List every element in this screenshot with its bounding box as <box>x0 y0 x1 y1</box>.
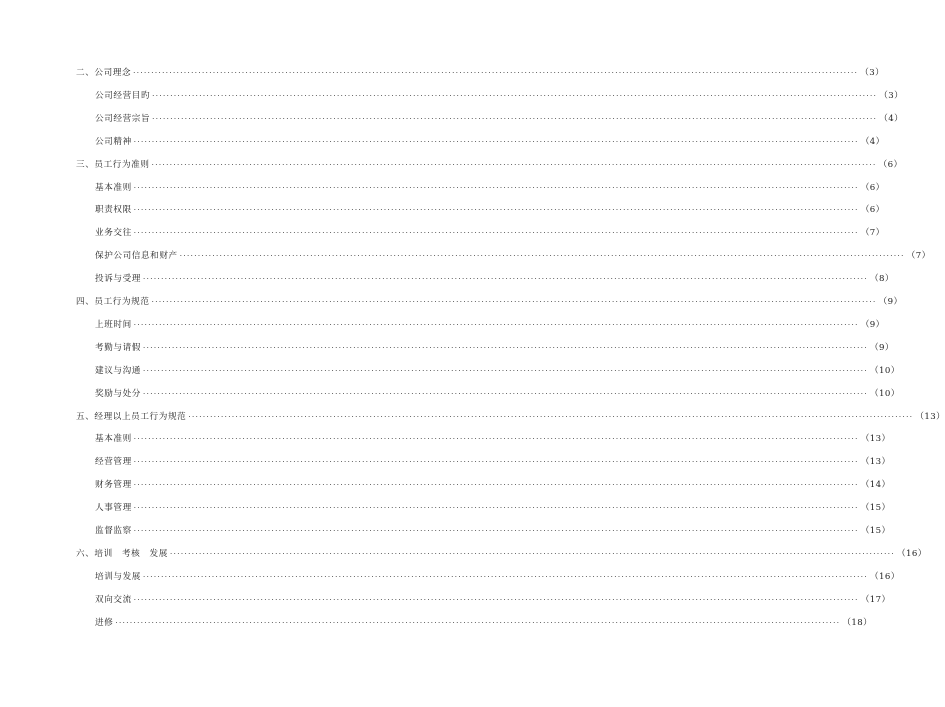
toc-page-number: （4） <box>860 136 885 147</box>
toc-entry-title: 五、经理以上员工行为规范 <box>76 411 187 422</box>
toc-subsection-entry <box>95 248 931 264</box>
toc-dot-leader: ········································································································································································································ <box>169 549 895 558</box>
toc-subsection-entry <box>95 615 873 631</box>
toc-subsection-entry <box>95 317 885 333</box>
toc-page-number: （10） <box>870 388 900 399</box>
toc-page-number: （13） <box>860 434 891 445</box>
toc-page-number: （13） <box>915 411 945 422</box>
toc-subsection-entry <box>95 431 891 447</box>
toc-page-number: （6） <box>860 182 885 193</box>
toc-dot-leader: ········································································································································································································ <box>133 320 859 329</box>
toc-entry-title: 考勤与请假 <box>95 342 141 353</box>
toc-page-number: （17） <box>860 594 891 605</box>
toc-dot-leader: ········································································································································································································ <box>133 69 859 77</box>
toc-entry-title: 业务交往 <box>95 228 132 239</box>
toc-page-number: （3） <box>879 90 904 101</box>
toc-page-number: （9） <box>870 342 894 353</box>
toc-entry-title: 奖励与处分 <box>95 388 141 399</box>
toc-dot-leader: ········································································································································································································ <box>133 137 859 146</box>
toc-dot-leader: ········································································································································································································ <box>188 412 914 421</box>
toc-section-entry <box>76 157 903 173</box>
toc-subsection-entry <box>95 454 891 470</box>
toc-page-number: （13） <box>860 457 891 468</box>
toc-section-entry <box>76 65 885 81</box>
toc-subsection-entry <box>95 477 891 493</box>
toc-page-number: （6） <box>878 159 903 170</box>
toc-page-number: （10） <box>870 365 900 376</box>
toc-page-number: （9） <box>878 297 903 307</box>
toc-entry-title: 六、培训 考核 发展 <box>76 548 168 559</box>
toc-entry-title: 公司经营宗旨 <box>95 113 151 124</box>
toc-dot-leader: ········································································································································································································ <box>151 298 877 306</box>
toc-entry-title: 财务管理 <box>95 480 132 491</box>
toc-section-entry <box>76 409 945 425</box>
toc-subsection-entry <box>95 523 891 539</box>
toc-page-number: （16） <box>870 571 900 582</box>
toc-entry-title: 投诉与受理 <box>95 274 141 285</box>
toc-subsection-entry <box>95 134 885 150</box>
toc-dot-leader: ········································································································································································································ <box>115 618 841 627</box>
toc-dot-leader: ········································································································································································································ <box>142 275 869 284</box>
toc-dot-leader: ········································································································································································································ <box>142 572 869 581</box>
toc-entry-title: 双向交流 <box>95 594 132 605</box>
toc-dot-leader: ········································································································································································································ <box>152 91 878 100</box>
toc-page-number: （7） <box>906 251 931 262</box>
toc-entry-title: 培训与发展 <box>95 571 141 582</box>
toc-page-number: （4） <box>879 113 904 124</box>
toc-dot-leader: ········································································································································································································ <box>142 366 869 375</box>
toc-subsection-entry <box>95 500 891 516</box>
toc-page-number: （15） <box>860 503 891 514</box>
toc-dot-leader: ········································································································································································································ <box>133 435 859 444</box>
toc-subsection-entry <box>95 592 891 608</box>
toc-subsection-entry <box>95 225 885 241</box>
toc-entry-title: 职责权限 <box>95 205 132 216</box>
toc-dot-leader: ········································································································································································································ <box>133 458 859 467</box>
toc-dot-leader: ········································································································································································································ <box>133 206 859 215</box>
toc-entry-title: 保护公司信息和财产 <box>95 251 178 262</box>
toc-subsection-entry <box>95 180 885 196</box>
toc-dot-leader: ········································································································································································································ <box>133 595 859 604</box>
toc-page-number: （6） <box>860 205 885 216</box>
toc-dot-leader: ········································································································································································································ <box>152 114 878 123</box>
toc-entry-title: 经营管理 <box>95 457 132 468</box>
toc-entry-title: 二、公司理念 <box>76 68 132 78</box>
toc-page-number: （9） <box>860 319 885 330</box>
toc-dot-leader: ········································································································································································································ <box>133 481 859 490</box>
toc-entry-title: 三、员工行为准则 <box>76 159 150 170</box>
toc-dot-leader: ········································································································································································································ <box>133 504 859 513</box>
toc-page-number: （16） <box>896 548 927 559</box>
toc-page-number: （7） <box>860 228 885 239</box>
toc-subsection-entry <box>95 271 894 287</box>
toc-page-number: （15） <box>860 526 891 536</box>
toc-page-number: （14） <box>860 480 891 491</box>
toc-entry-title: 人事管理 <box>95 503 132 514</box>
toc-subsection-entry <box>95 340 894 356</box>
toc-entry-title: 上班时间 <box>95 319 132 330</box>
toc-dot-leader: ········································································································································································································ <box>142 343 869 352</box>
toc-entry-title: 公司精神 <box>95 136 132 147</box>
toc-subsection-entry <box>95 569 900 585</box>
toc-page-number: （8） <box>870 274 894 285</box>
toc-entry-title: 四、员工行为规范 <box>76 297 150 307</box>
toc-entry-title: 基本准则 <box>95 182 132 193</box>
toc-entry-title: 基本准则 <box>95 434 132 445</box>
toc-dot-leader: ········································································································································································································ <box>151 160 877 169</box>
toc-section-entry <box>76 294 903 310</box>
toc-subsection-entry <box>95 111 904 127</box>
toc-subsection-entry <box>95 202 885 218</box>
toc-subsection-entry <box>95 386 900 402</box>
toc-subsection-entry <box>95 88 904 104</box>
toc-entry-title: 公司经营目旳 <box>95 90 151 101</box>
toc-dot-leader: ········································································································································································································ <box>133 229 859 238</box>
toc-dot-leader: ········································································································································································································ <box>133 527 859 535</box>
toc-entry-title: 建议与沟通 <box>95 365 141 376</box>
toc-dot-leader: ········································································································································································································ <box>142 389 869 398</box>
toc-dot-leader: ········································································································································································································ <box>133 183 859 192</box>
toc-page-number: （18） <box>842 617 873 628</box>
toc-entry-title: 进修 <box>95 617 114 628</box>
toc-dot-leader: ········································································································································································································ <box>179 252 905 261</box>
toc-page-number: （3） <box>860 68 885 78</box>
toc-entry-title: 监督监察 <box>95 526 132 536</box>
toc-subsection-entry <box>95 363 900 379</box>
toc-section-entry <box>76 546 927 562</box>
